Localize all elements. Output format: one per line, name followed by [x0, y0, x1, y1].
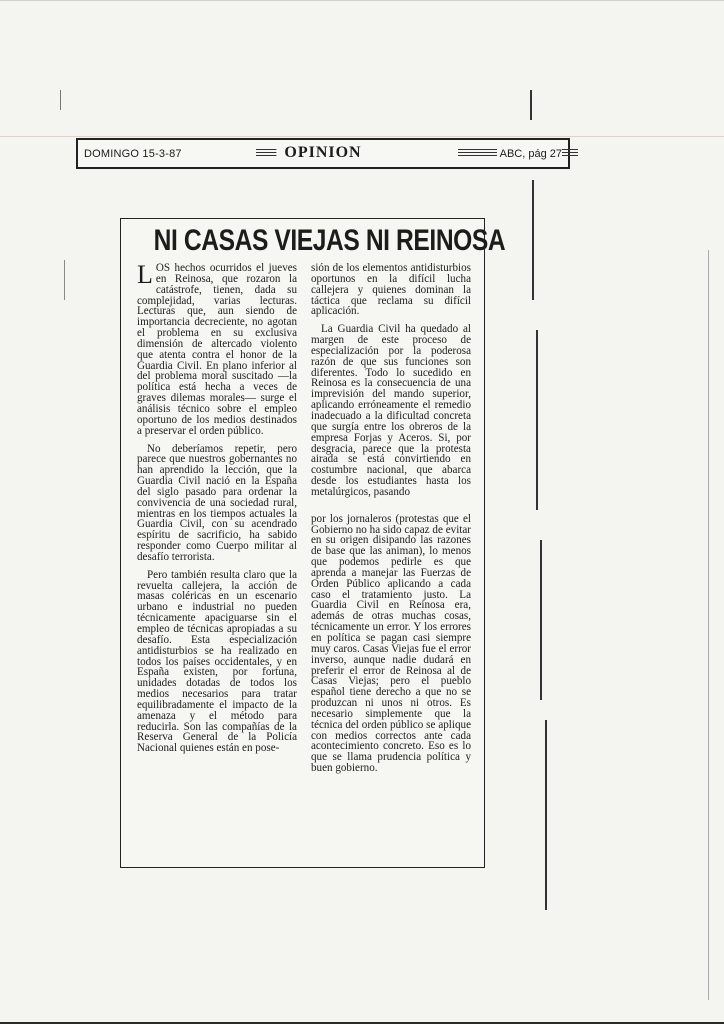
article-paragraph: No deberíamos repetir, pero parece que nuestros gobernantes no han aprendido la lección, que la Guardia Civil nació en la España del siglo pasado para ordenar la convivencia de una sociedad rural, mientras en los tiempos actuales la Guardia Civil, con su acendrado espíritu de sacrificio, ha sabido responder como Cuerpo militar al desafío terrorista.: [137, 442, 297, 563]
article-box: [120, 218, 506, 868]
article-column-right: [311, 263, 471, 781]
scan-artifact: [536, 330, 538, 510]
section-title: OPINION: [276, 144, 369, 162]
scan-artifact: [60, 90, 61, 110]
paragraph-text: OS hechos ocurridos el jueves en Reinosa, que rozaron la catástrofe, tienen, dada su complejidad, varias lecturas. Lecturas que, aun siendo de importancia decreciente, no agotan el problema en su exclusiva dimensión de altercado violento que atenta contra el honor de la Guardia Civil. En plano inferior al del problema moral suscitado —la política está hecha a veces de graves dilemas morales— surge el análisis técnico sobre el empleo oportuno de los medios destinados a preservar el orden público.: [137, 262, 297, 437]
scan-guide-line: [0, 136, 724, 137]
scan-artifact: [532, 180, 534, 300]
scan-artifact: [530, 90, 532, 120]
drop-cap: L: [137, 260, 153, 289]
scan-artifact: [64, 260, 65, 300]
article-paragraph: Pero también resulta claro que la revuelta callejera, la acción de masas coléricas en un escenario urbano e industrial no pueden técnicamente apaciguarse sin el empleo de técnicas apropiadas a su desafío. Esta especialización antidisturbios se ha realizado en todos los países occidentales, y en España existen, por fortuna, unidades dotadas de todos los medios necesarios para tratar equilibradamente el impacto de la amenaza y el método para reducirla. Son las compañías de la Reserva General de la Policía Nacional quienes están en pose-: [137, 568, 297, 755]
article-paragraph: por los jornaleros (protestas que el Gobierno no ha sido capaz de evitar en su origen disipando las razones de base que las animan), lo menos que podemos pedirle es que aprenda a manejar las Fuerzas de Orden Público aplicando a cada caso el tratamiento justo. La Guardia Civil en Reinosa era, además de otras muchas cosas, técnicamente un error. Y los errores en política se pagan casi siempre muy caros. Casas Viejas fue el error inverso, aunque nadie dudará en preferir el error de Reinosa al de Casas Viejas; pero el pueblo español tiene derecho a que no se produzcan ni unos ni otros. Es necesario simplemente que la técnica del orden público se aplique con medios correctos ante cada acontecimiento concreto. Eso es lo que se llama prudencia política y buen gobierno.: [311, 512, 471, 775]
article-paragraph: sión de los elementos antidisturbios oportunos en la difícil lucha callejera y quienes dominan la táctica que reclama su difícil aplicación.: [311, 262, 471, 318]
scan-artifact: [540, 540, 542, 700]
article-paragraph: [137, 260, 297, 437]
header-date: DOMINGO 15-3-87: [84, 148, 182, 160]
scan-artifact: [545, 720, 547, 910]
article-headline: NI CASAS VIEJAS NI REINOSA: [153, 224, 506, 257]
article-column-left: [137, 260, 297, 761]
scan-artifact: [708, 250, 709, 1000]
page-header-bar: [76, 138, 570, 169]
header-page-number: ABC, pág 27: [497, 148, 562, 160]
page-top-edge: [0, 0, 724, 1]
article-paragraph: La Guardia Civil ha quedado al margen de este proceso de especialización por la poderosa razón de que sus funciones son diferentes. Todo lo sucedido en Reinosa es la consecuencia de una imprevisión del mando superior, aplicando erróneamente el remedio inadecuado a la dificultad concreta que surgía entre los obreros de la empresa Forjas y Aceros. Si, por desgracia, parece que la protesta airada se está convirtiendo en costumbre nacional, que abarca desde los estudiantes hasta los metalúrgicos, pasando: [311, 323, 471, 498]
